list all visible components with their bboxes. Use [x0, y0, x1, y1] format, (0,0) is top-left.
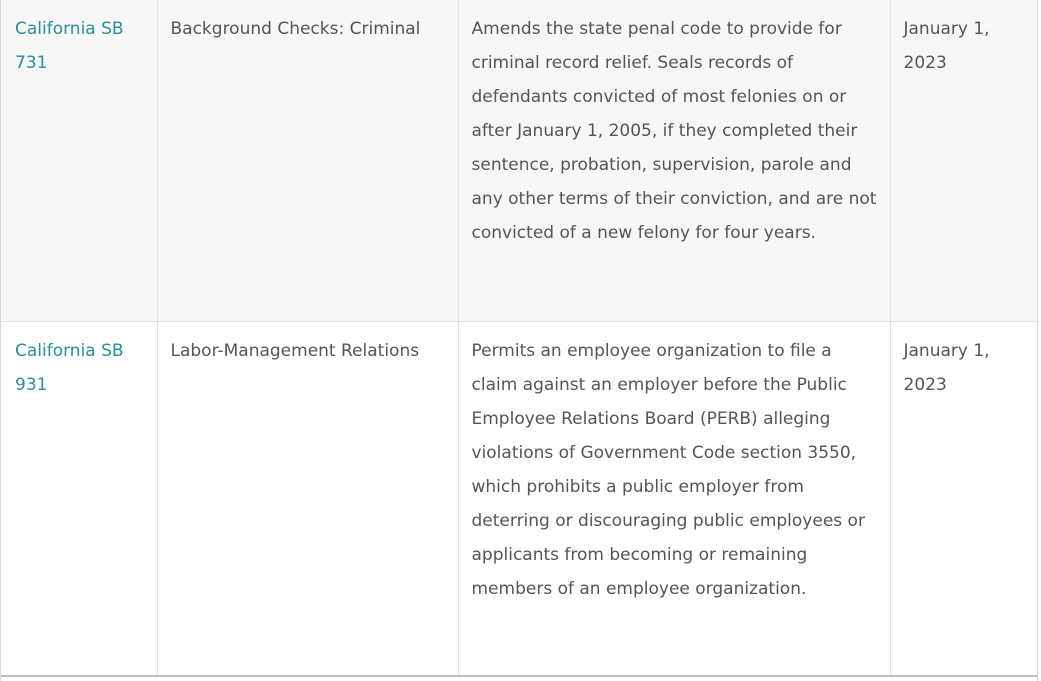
legislation-table: [1, 0, 1037, 677]
effective-date-cell: January 1, 2023: [890, 0, 1037, 321]
bill-link[interactable]: California SB 731: [15, 19, 124, 73]
table-row: [1, 0, 1037, 321]
bill-link[interactable]: California SB 931: [15, 340, 124, 395]
description-cell: Permits an employee organization to file a claim against an employer before the Public Employee Relations Board (PERB) alleging violations of Government Code section 3550, which prohibits a public employer from deterring or discouraging public employees or applicants from becoming or remaining members of an employee organization.: [458, 321, 890, 676]
category-cell: Labor-Management Relations: [157, 321, 458, 676]
effective-date-cell: January 1, 2023: [890, 321, 1037, 676]
table-row: [1, 321, 1037, 676]
category-cell: Background Checks: Criminal: [157, 0, 458, 321]
description-cell: Amends the state penal code to provide for criminal record relief. Seals records of defendants convicted of most felonies on or after January 1, 2005, if they completed their sentence, probation, supervision, parole and any other terms of their conviction, and are not convicted of a new felony for four years.: [458, 0, 890, 321]
bill-cell: [1, 321, 157, 676]
bill-cell: [1, 0, 157, 321]
